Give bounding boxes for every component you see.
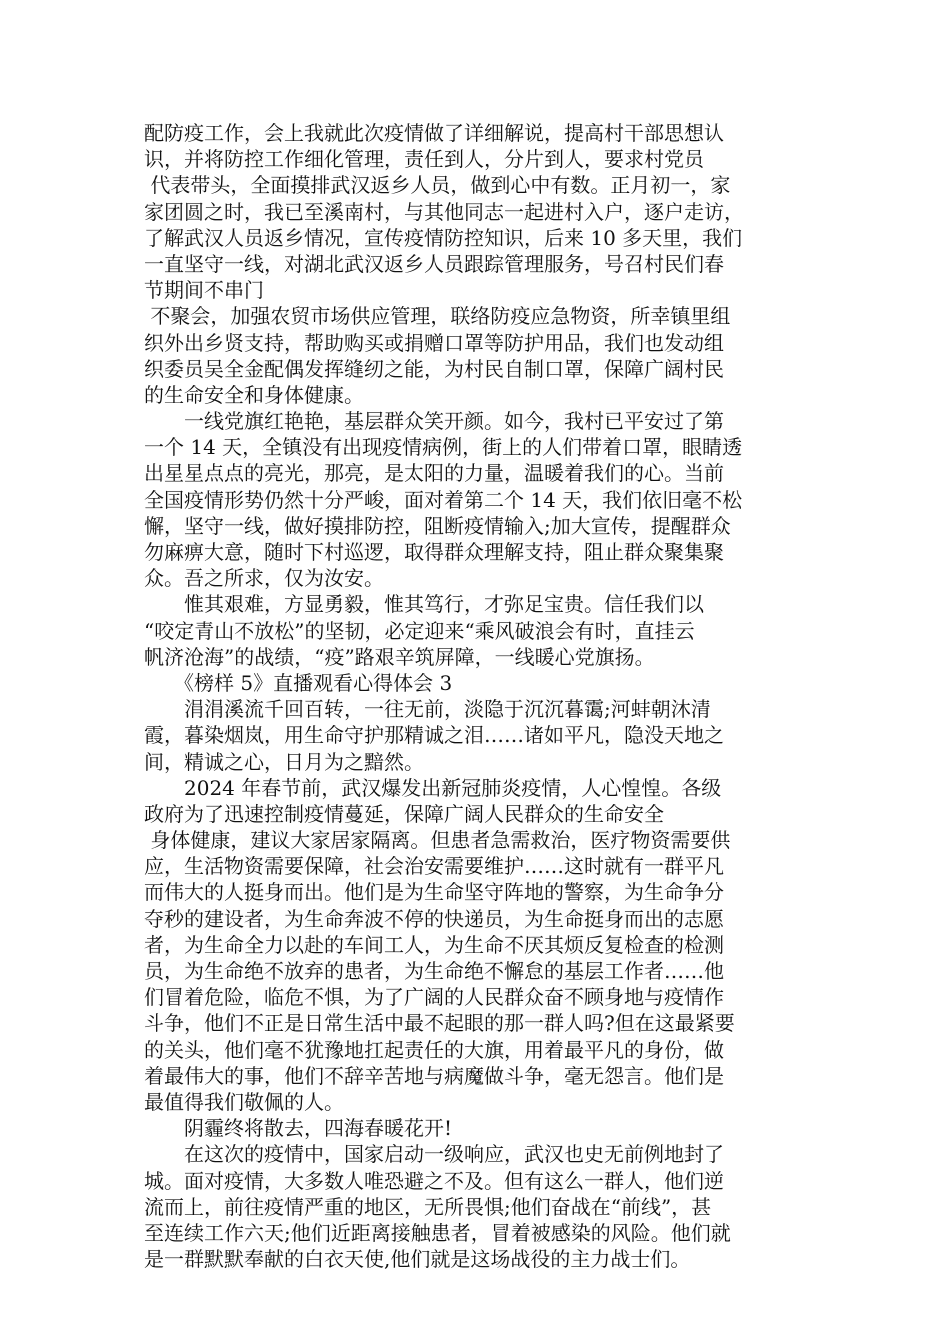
text-line: 懈，坚守一线，做好摸排防控，阻断疫情输入;加大宣传，提醒群众 (144, 513, 731, 538)
text-line: “咬定青山不放松”的坚韧，必定迎来“乘风破浪会有时，直挂云 (144, 618, 695, 643)
text-line: 识，并将防控工作细化管理，责任到人，分片到人，要求村党员 (144, 147, 704, 172)
text-line: 是一群默默奉献的白衣天使,他们就是这场战役的主力战士们。 (144, 1247, 691, 1272)
text-line: 织委员吴全金配偶发挥缝纫之能，为村民自制口罩，保障广阔村民 (144, 356, 724, 381)
text-line: 了解武汉人员返乡情况，宣传疫情防控知识，后来 10 多天里，我们 (144, 225, 743, 250)
text-line: 者，为生命全力以赴的车间工人，为生命不厌其烦反复检查的检测 (144, 932, 724, 957)
text-line: 霞，暮染烟岚，用生命守护那精诚之泪……诸如平凡，隐没天地之 (144, 723, 724, 748)
text-line: 一直坚守一线，对湖北武汉返乡人员跟踪管理服务，号召村民们春 (144, 251, 724, 276)
text-line: 勿麻痹大意，随时下村巡逻，取得群众理解支持，阻止群众聚集聚 (144, 540, 724, 564)
paragraph-start-line: 惟其艰难，方显勇毅，惟其笃行，才弥足宝贵。信任我们以 (144, 592, 704, 617)
section-heading: 《榜样 5》直播观看心得体会 3 (144, 670, 453, 695)
text-line: 们冒着危险，临危不惧，为了广阔的人民群众奋不顾身地与疫情作 (144, 985, 724, 1010)
text-line: 的生命安全和身体健康。 (144, 382, 364, 407)
text-line: 节期间不串门 (144, 278, 264, 303)
text-line: 流而上，前往疫情严重的地区，无所畏惧;他们奋战在“前线”，甚 (144, 1194, 712, 1219)
paragraph-start-line: 涓涓溪流千回百转，一往无前，淡隐于沉沉暮霭;河蚌朝沐清 (144, 697, 711, 722)
text-line: 一个 14 天，全镇没有出现疫情病例，街上的人们带着口罩，眼睛透 (144, 435, 743, 460)
text-line: 配防疫工作，会上我就此次疫情做了详细解说，提高村干部思想认 (144, 121, 724, 145)
text-line: 员，为生命绝不放弃的患者，为生命绝不懈怠的基层工作者……他 (144, 959, 724, 983)
text-line: 而伟大的人挺身而出。他们是为生命坚守阵地的警察，为生命争分 (144, 880, 724, 905)
text-line: 夺秒的建设者，为生命奔波不停的快递员，为生命挺身而出的志愿 (144, 906, 724, 931)
body-text (144, 120, 834, 1272)
text-line: 政府为了迅速控制疫情蔓延，保障广阔人民群众的生命安全 (144, 801, 664, 826)
text-line: 织外出乡贤支持，帮助购买或捐赠口罩等防护用品，我们也发动组 (144, 330, 724, 355)
text-line: 出星星点点的亮光，那亮，是太阳的力量，温暖着我们的心。当前 (144, 461, 724, 486)
text-line: 城。面对疫情，大多数人唯恐避之不及。但有这么一群人，他们逆 (144, 1168, 724, 1193)
text-line: 不聚会，加强农贸市场供应管理，联络防疫应急物资，所幸镇里组 (144, 304, 731, 329)
text-line: 代表带头，全面摸排武汉返乡人员，做到心中有数。正月初一，家 (144, 173, 731, 198)
text-line: 全国疫情形势仍然十分严峻，面对着第二个 14 天，我们依旧毫不松 (144, 487, 743, 512)
text-line: 间，精诚之心，日月为之黯然。 (144, 749, 424, 774)
text-line: 着最伟大的事，他们不辞辛苦地与病魔做斗争，毫无怨言。他们是 (144, 1063, 724, 1088)
text-line: 最值得我们敬佩的人。 (144, 1089, 344, 1114)
paragraph-start-line: 2024 年春节前，武汉爆发出新冠肺炎疫情，人心惶惶。各级 (144, 775, 722, 800)
text-line: 帆济沧海”的战绩，“疫”路艰辛筑屏障，一线暖心党旗扬。 (144, 644, 655, 669)
text-line: 家团圆之时，我已至溪南村，与其他同志一起进村入户，逐户走访， (144, 199, 744, 224)
text-line: 身体健康，建议大家居家隔离。但患者急需救治，医疗物资需要供 (144, 828, 731, 853)
paragraph-start-line: 一线党旗红艳艳，基层群众笑开颜。如今，我村已平安过了第 (144, 409, 724, 434)
text-line: 的关头，他们毫不犹豫地扛起责任的大旗，用着最平凡的身份，做 (144, 1037, 724, 1062)
text-line: 斗争，他们不正是日常生活中最不起眼的那一群人吗?但在这最紧要 (144, 1011, 735, 1036)
paragraph-start-line: 在这次的疫情中，国家启动一级响应，武汉也史无前例地封了 (144, 1142, 724, 1167)
text-line: 至连续工作六天;他们近距离接触患者，冒着被感染的风险。他们就 (144, 1220, 731, 1245)
text-line: 众。吾之所求，仅为汝安。 (144, 566, 384, 591)
text-line: 应，生活物资需要保障，社会治安需要维护……这时就有一群平凡 (144, 854, 724, 879)
paragraph-start-line: 阴霾终将散去，四海春暖花开! (144, 1116, 453, 1141)
